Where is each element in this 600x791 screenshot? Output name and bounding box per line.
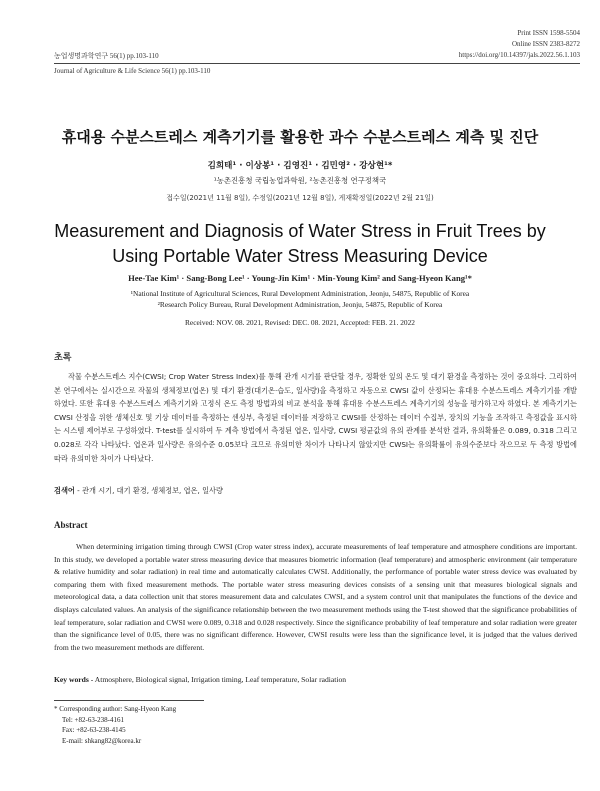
journal-name-ko: 농업생명과학연구 56(1) pp.103-110 bbox=[54, 52, 159, 60]
abstract-body-korean: 작물 수분스트레스 지수(CWSI; Crop Water Stress Index)를 통해 관개 시기를 판단할 경우, 정확한 잎의 온도 및 대기 환경을 측정하는 것이 중요하다. 그리하여 본 연구에서는 실시간으로 작물의 생체정보(엽온) 및 대기 환경(대기온·습도, 일사량)을 측정하고 자동으로 CWSI 값이 산정되는 휴대용 수분스트레스 계측기기를 개발하였다. 또한 휴대용 수분스트레스 계측기기와 고정식 온도 측정 방법과의 비교 분석을 통해 휴대용 수분스트레스 계측기기의 성능을 평가하고자 하였다. 본 계측기기는 CWSI 산정을 위한 생체신호 및 기상 데이터를 측정하는 센싱부, 측정된 데이터를 저장하고 CWSI를 산정하는 데이터 수집부, 장치의 기능을 조작하고 측정값을 표시하는 시스템 제어부로 구성하였다. T-test를 실시하여 두 계측 방법에서 측정된 엽온, 일사량, CWSI 평균값의 유의 관계를 분석한 결과, 유의확률은 0.089, 0.318 그리고 0.028로 각각 나타났다. 엽온과 일사량은 유의수준 0.05보다 크므로 유의미한 차이가 나타나지 않았지만 CWSI는 유의확률이 유의수준보다 작으므로 두 측정 방법에 따라 유의미한 차이가 나타났다. bbox=[54, 372, 577, 463]
keywords-list-korean: - 관개 시기, 대기 환경, 생체정보, 엽온, 일사량 bbox=[77, 486, 223, 495]
keywords-list-english: - Atmosphere, Biological signal, Irrigation timing, Leaf temperature, Solar radiation bbox=[90, 675, 347, 684]
keywords-english bbox=[54, 675, 346, 684]
author-fax: Fax: +82-63-238-4145 bbox=[62, 726, 126, 734]
keywords-korean bbox=[54, 486, 577, 496]
keywords-label-korean: 검색어 bbox=[54, 486, 75, 495]
abstract-heading-korean: 초록 bbox=[54, 353, 72, 363]
affiliation-english-2: ²Research Policy Bureau, Rural Development Administration, Jeonju, 54875, Republic of Korea bbox=[157, 300, 443, 309]
doi-link[interactable]: https://doi.org/10.14397/jals.2022.56.1.103 bbox=[458, 51, 580, 59]
abstract-heading-english: Abstract bbox=[54, 520, 88, 530]
header-issn-block bbox=[459, 28, 580, 61]
print-issn: Print ISSN 1598-5504 bbox=[517, 29, 580, 37]
title-korean: 휴대용 수분스트레스 계측기기를 활용한 과수 수분스트레스 계측 및 진단 bbox=[61, 128, 539, 146]
dates-korean: 접수일(2021년 11월 8일), 수정일(2021년 12월 8일), 게재확정일(2022년 2월 21일) bbox=[166, 194, 434, 202]
dates-english: Received: NOV. 08. 2021, Revised: DEC. 08. 2021, Accepted: FEB. 21. 2022 bbox=[185, 318, 415, 327]
keywords-label-english: Key words bbox=[54, 675, 89, 684]
author-email[interactable]: E-mail: shkang82@korea.kr bbox=[62, 736, 142, 745]
author-tel: Tel: +82-63-238-4161 bbox=[62, 715, 124, 724]
corresponding-author: * Corresponding author: Sang-Hyeon Kang bbox=[54, 705, 177, 713]
affiliations-korean: ¹농촌진흥청 국립농업과학원, ²농촌진흥청 연구정책국 bbox=[213, 176, 387, 185]
title-english: Measurement and Diagnosis of Water Stress in Fruit Trees by Using Portable Water Stress Measuring Device bbox=[54, 221, 546, 266]
footnote-block bbox=[54, 704, 176, 746]
authors-korean: 김희태¹ · 이상봉¹ · 김영진¹ · 김민영² · 강상현¹* bbox=[207, 161, 393, 171]
journal-name-en: Journal of Agriculture & Life Science 56(1) pp.103-110 bbox=[54, 67, 211, 75]
header-rule bbox=[54, 63, 580, 64]
abstract-body-english: When determining irrigation timing through CWSI (Crop water stress index), accurate measurements of leaf temperature and atmosphere conditions are important. In this study, we developed a portable water stress measuring device that measures biometric information (leaf temperature) and atmospheric environment (air temperature & relative humidity and solar radiation) in real time and automatically calculates CWSI. Additionally, the performance of portable water stress device was evaluated by comparing them with fixed measurement methods. The portable water stress measuring devices consists of a sensing unit that measures biological signals and meteorological data, a data collection unit that stores measurement data and calculates CWSI, and a system control unit that manipulates the functions of the device and displays calculated values. An analysis of the significance relationship between the two measurement methods using the T-test showed that the significance probabilities of leaf temperature, solar radiation and CWSI were 0.089, 0.318 and 0.028 respectively. Since the significance probability of leaf temperature and solar radiation were greater than the significance level of 0.05, there was no significant difference. However, CWSI results were less than the significance level, it is judged that the values derived from the two measurement methods are different. bbox=[54, 542, 577, 652]
footnote-rule bbox=[54, 700, 204, 701]
authors-english: Hee-Tae Kim¹ · Sang-Bong Lee¹ · Young-Jin Kim¹ · Min-Young Kim² and Sang-Hyeon Kang¹* bbox=[128, 273, 472, 283]
online-issn: Online ISSN 2383-8272 bbox=[511, 40, 580, 48]
affiliation-english-1: ¹National Institute of Agricultural Sciences, Rural Development Administration, Jeonju, 54875, Republic of Korea bbox=[130, 289, 470, 298]
